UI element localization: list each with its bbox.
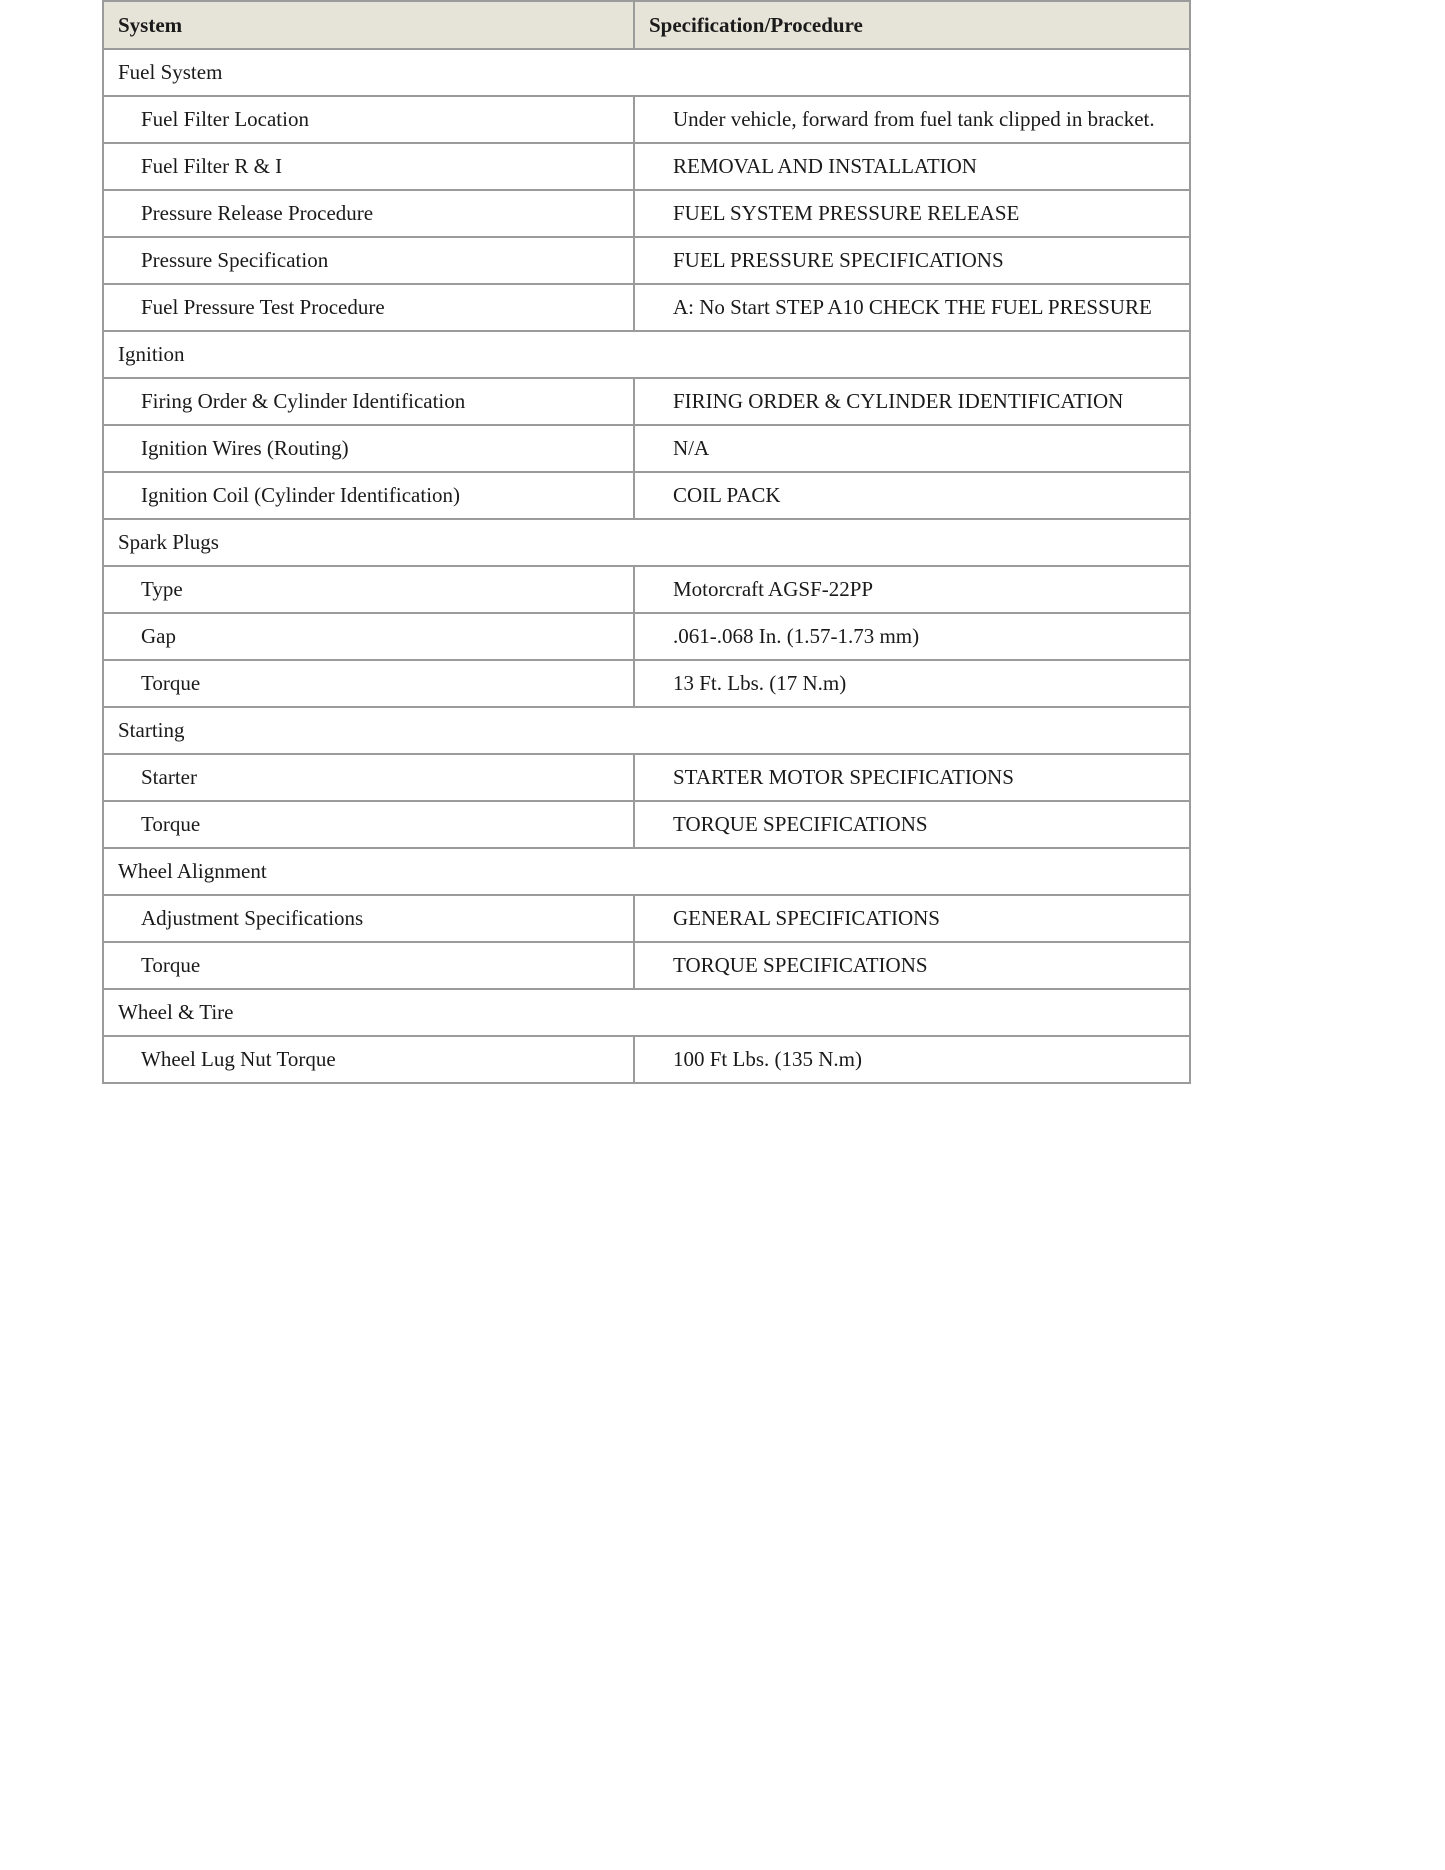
table-row	[103, 143, 1190, 190]
item-value-cell: COIL PACK	[634, 472, 1190, 519]
section-title: Spark Plugs	[103, 519, 1190, 566]
item-name-cell: Torque	[103, 942, 634, 989]
item-name-cell: Starter	[103, 754, 634, 801]
item-value-cell: Motorcraft AGSF-22PP	[634, 566, 1190, 613]
table-row	[103, 801, 1190, 848]
table-row	[103, 284, 1190, 331]
table-row	[103, 566, 1190, 613]
item-value-cell: REMOVAL AND INSTALLATION	[634, 143, 1190, 190]
section-row	[103, 989, 1190, 1036]
item-value-cell: N/A	[634, 425, 1190, 472]
item-value-cell: STARTER MOTOR SPECIFICATIONS	[634, 754, 1190, 801]
item-value-cell: FUEL PRESSURE SPECIFICATIONS	[634, 237, 1190, 284]
section-row	[103, 848, 1190, 895]
table-row	[103, 1036, 1190, 1083]
table-row	[103, 754, 1190, 801]
table-row	[103, 378, 1190, 425]
section-row	[103, 49, 1190, 96]
item-value-cell: A: No Start STEP A10 CHECK THE FUEL PRESSURE	[634, 284, 1190, 331]
item-value-cell: 13 Ft. Lbs. (17 N.m)	[634, 660, 1190, 707]
table-row	[103, 425, 1190, 472]
item-name-cell: Type	[103, 566, 634, 613]
item-name-cell: Wheel Lug Nut Torque	[103, 1036, 634, 1083]
item-value-cell: Under vehicle, forward from fuel tank clipped in bracket.	[634, 96, 1190, 143]
item-value-cell: FIRING ORDER & CYLINDER IDENTIFICATION	[634, 378, 1190, 425]
item-name-cell: Pressure Specification	[103, 237, 634, 284]
item-value-cell: TORQUE SPECIFICATIONS	[634, 942, 1190, 989]
item-name-cell: Torque	[103, 801, 634, 848]
specifications-table	[102, 0, 1191, 1084]
item-name-cell: Gap	[103, 613, 634, 660]
item-name-cell: Fuel Filter Location	[103, 96, 634, 143]
item-value-cell: FUEL SYSTEM PRESSURE RELEASE	[634, 190, 1190, 237]
item-value-cell: 100 Ft Lbs. (135 N.m)	[634, 1036, 1190, 1083]
table-row	[103, 472, 1190, 519]
item-value-cell: .061-.068 In. (1.57-1.73 mm)	[634, 613, 1190, 660]
section-row	[103, 519, 1190, 566]
item-name-cell: Fuel Pressure Test Procedure	[103, 284, 634, 331]
item-name-cell: Ignition Coil (Cylinder Identification)	[103, 472, 634, 519]
section-title: Starting	[103, 707, 1190, 754]
header-row	[103, 1, 1190, 49]
table-header	[103, 1, 1190, 49]
table-row	[103, 237, 1190, 284]
section-row	[103, 707, 1190, 754]
column-header-specification: Specification/Procedure	[634, 1, 1190, 49]
table-row	[103, 613, 1190, 660]
item-name-cell: Fuel Filter R & I	[103, 143, 634, 190]
item-name-cell: Pressure Release Procedure	[103, 190, 634, 237]
item-value-cell: TORQUE SPECIFICATIONS	[634, 801, 1190, 848]
table-row	[103, 660, 1190, 707]
item-name-cell: Torque	[103, 660, 634, 707]
item-value-cell: GENERAL SPECIFICATIONS	[634, 895, 1190, 942]
section-title: Wheel & Tire	[103, 989, 1190, 1036]
item-name-cell: Firing Order & Cylinder Identification	[103, 378, 634, 425]
section-title: Fuel System	[103, 49, 1190, 96]
section-title: Ignition	[103, 331, 1190, 378]
item-name-cell: Adjustment Specifications	[103, 895, 634, 942]
table-row	[103, 190, 1190, 237]
section-row	[103, 331, 1190, 378]
table-row	[103, 942, 1190, 989]
table-row	[103, 96, 1190, 143]
table-row	[103, 895, 1190, 942]
item-name-cell: Ignition Wires (Routing)	[103, 425, 634, 472]
section-title: Wheel Alignment	[103, 848, 1190, 895]
column-header-system: System	[103, 1, 634, 49]
table-body	[103, 49, 1190, 1083]
